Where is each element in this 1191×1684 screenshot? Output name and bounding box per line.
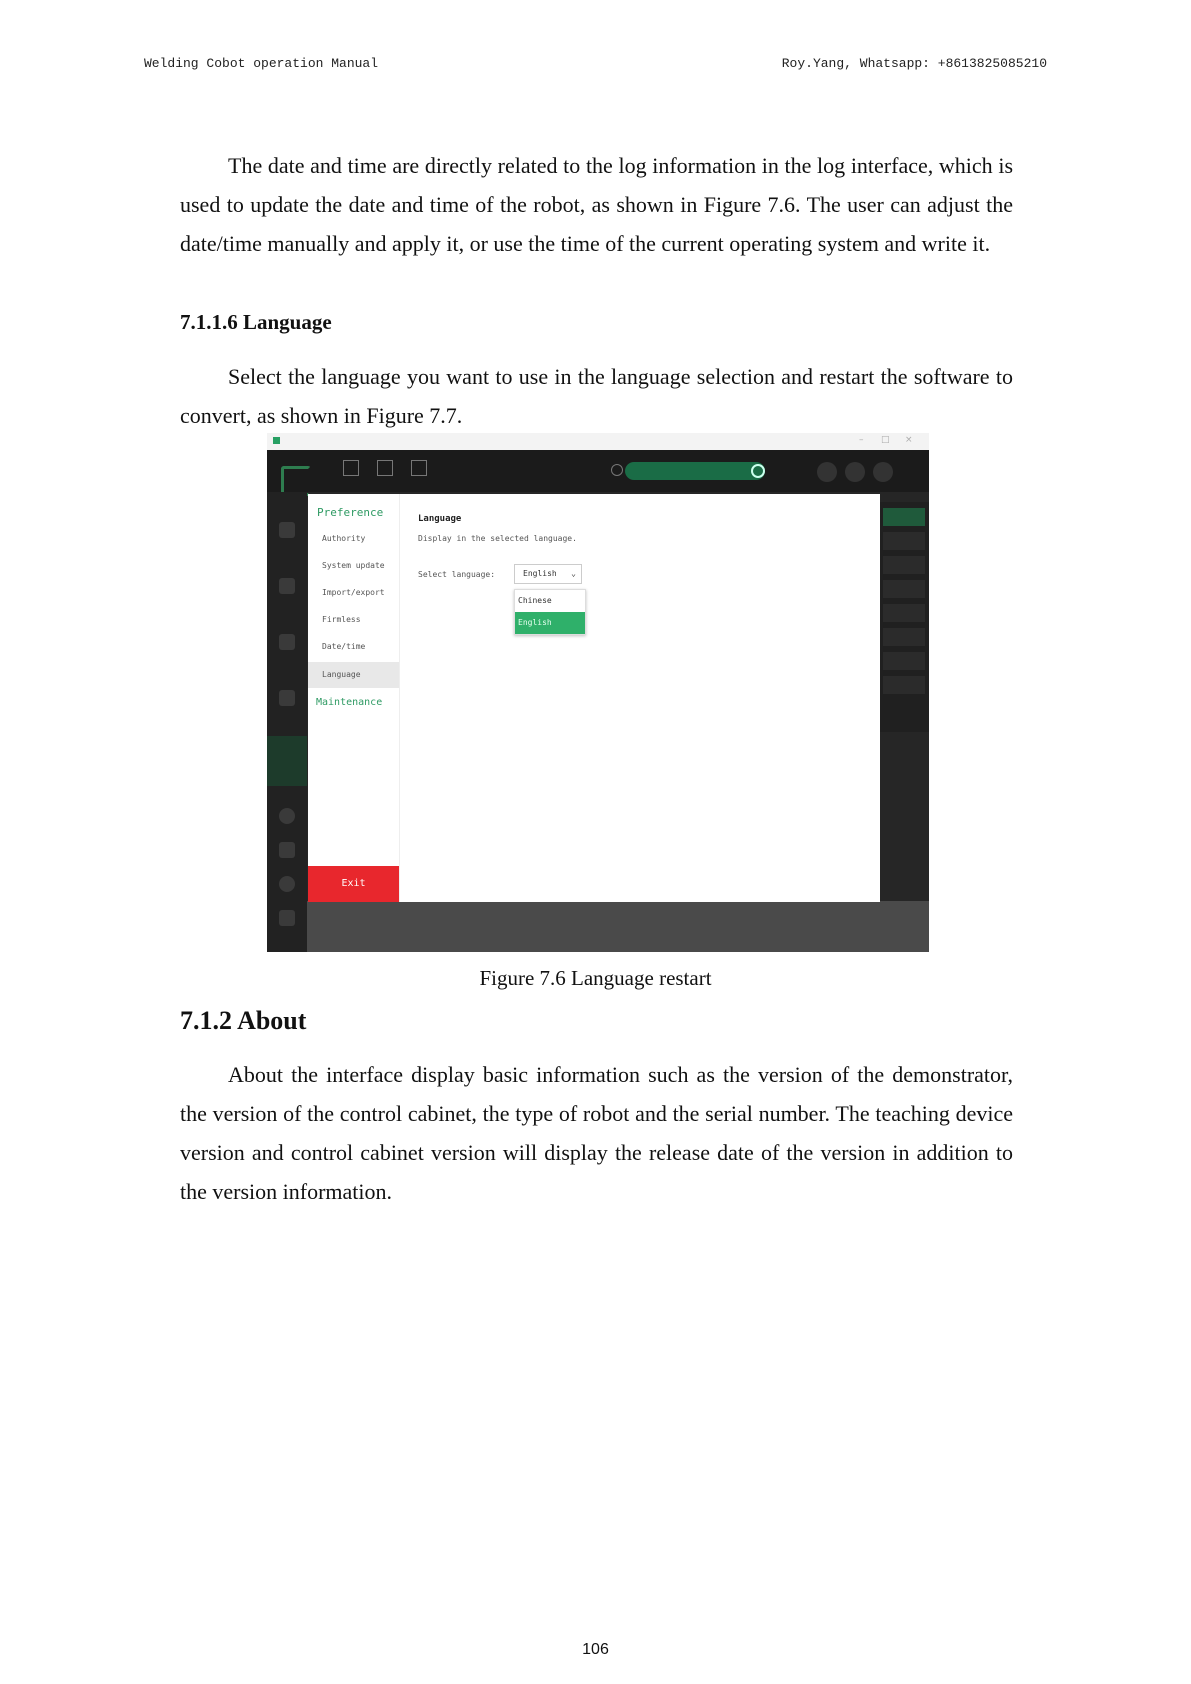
pause-icon[interactable] xyxy=(845,462,865,482)
sidebar-item-authority[interactable]: Authority xyxy=(322,534,366,543)
overlay-shade xyxy=(307,901,929,952)
running-header-contact: Roy.Yang, Whatsapp: +8613825085210 xyxy=(781,56,1047,71)
speed-slider[interactable] xyxy=(625,462,765,480)
close-icon[interactable]: × xyxy=(905,435,913,445)
stop-icon[interactable] xyxy=(873,462,893,482)
sidebar-item-date-time[interactable]: Date/time xyxy=(322,642,366,651)
apps-icon[interactable] xyxy=(279,842,295,858)
program-icon[interactable] xyxy=(279,522,295,538)
status-cell xyxy=(883,580,925,598)
sidebar-item-firmless[interactable]: Firmless xyxy=(322,615,361,624)
settings-dialog xyxy=(308,494,880,902)
language-option-chinese[interactable]: Chinese xyxy=(518,596,552,605)
window-titlebar xyxy=(267,433,929,450)
sidebar-item-import-export[interactable]: Import/export xyxy=(322,588,385,597)
exit-button[interactable]: Exit xyxy=(308,866,399,902)
slider-handle[interactable] xyxy=(751,464,765,478)
record-icon[interactable] xyxy=(279,634,295,650)
save-icon[interactable] xyxy=(411,460,427,476)
menu-icon[interactable] xyxy=(279,910,295,926)
auto-mode-icon[interactable] xyxy=(611,464,623,476)
status-cell xyxy=(883,604,925,622)
status-cell xyxy=(883,556,925,574)
edit-icon[interactable] xyxy=(279,690,295,706)
open-icon[interactable] xyxy=(377,460,393,476)
left-nav xyxy=(267,492,307,952)
heading-about: 7.1.2 About xyxy=(180,1006,307,1035)
user-icon[interactable] xyxy=(279,876,295,892)
status-cell xyxy=(883,508,925,526)
nav-active-item[interactable] xyxy=(267,736,307,786)
sidebar-item-language[interactable]: Language xyxy=(308,662,399,688)
sidebar-header-preference[interactable]: Preference xyxy=(317,506,384,519)
paragraph-about xyxy=(180,1055,1013,1211)
settings-sidebar xyxy=(308,494,400,902)
heading-language: 7.1.1.6 Language xyxy=(180,310,332,334)
sidebar-header-maintenance[interactable]: Maintenance xyxy=(316,697,383,708)
play-icon[interactable] xyxy=(817,462,837,482)
top-toolbar xyxy=(267,450,929,492)
select-language-label: Select language: xyxy=(418,570,496,579)
paragraph-datetime xyxy=(180,146,1013,263)
paragraph-datetime-text: The date and time are directly related to the log information in the log interface, which is used to update the date and time of the robot, as shown in Figure 7.6. The user can adjust the date/time manually and apply it, or use the time of the current operating system and write it. xyxy=(180,153,1013,256)
panel-description: Display in the selected language. xyxy=(418,534,577,543)
status-cell xyxy=(883,532,925,550)
page-number: 106 xyxy=(582,1641,609,1658)
right-status-column xyxy=(879,502,929,732)
status-cell xyxy=(883,676,925,694)
status-cell xyxy=(883,652,925,670)
app-logo-icon xyxy=(273,437,280,444)
maximize-icon[interactable]: □ xyxy=(881,435,890,445)
minimize-icon[interactable]: – xyxy=(859,435,864,445)
figure-caption: Figure 7.6 Language restart xyxy=(479,966,712,990)
panel-title: Language xyxy=(418,514,462,524)
chevron-down-icon: ⌄ xyxy=(571,569,576,578)
paragraph-about-text: About the interface display basic information such as the version of the demonstrator, the version of the control cabinet, the type of robot and the serial number. The teaching device version and control cabinet version will display the release date of the version in addition to the version information. xyxy=(180,1062,1013,1204)
control-icon[interactable] xyxy=(279,578,295,594)
language-options xyxy=(514,589,586,635)
help-icon[interactable] xyxy=(279,808,295,824)
paragraph-language xyxy=(180,357,1013,435)
new-icon[interactable] xyxy=(343,460,359,476)
language-option-english[interactable]: English xyxy=(515,612,585,634)
status-cell xyxy=(883,628,925,646)
paragraph-language-text: Select the language you want to use in the language selection and restart the software to convert, as shown in Figure 7.7. xyxy=(180,364,1013,428)
language-select-value: English xyxy=(523,569,557,578)
running-header-title: Welding Cobot operation Manual xyxy=(144,56,379,71)
language-select[interactable] xyxy=(514,564,582,584)
window-app-name xyxy=(273,436,284,445)
sidebar-item-system-update[interactable]: System update xyxy=(322,561,385,570)
